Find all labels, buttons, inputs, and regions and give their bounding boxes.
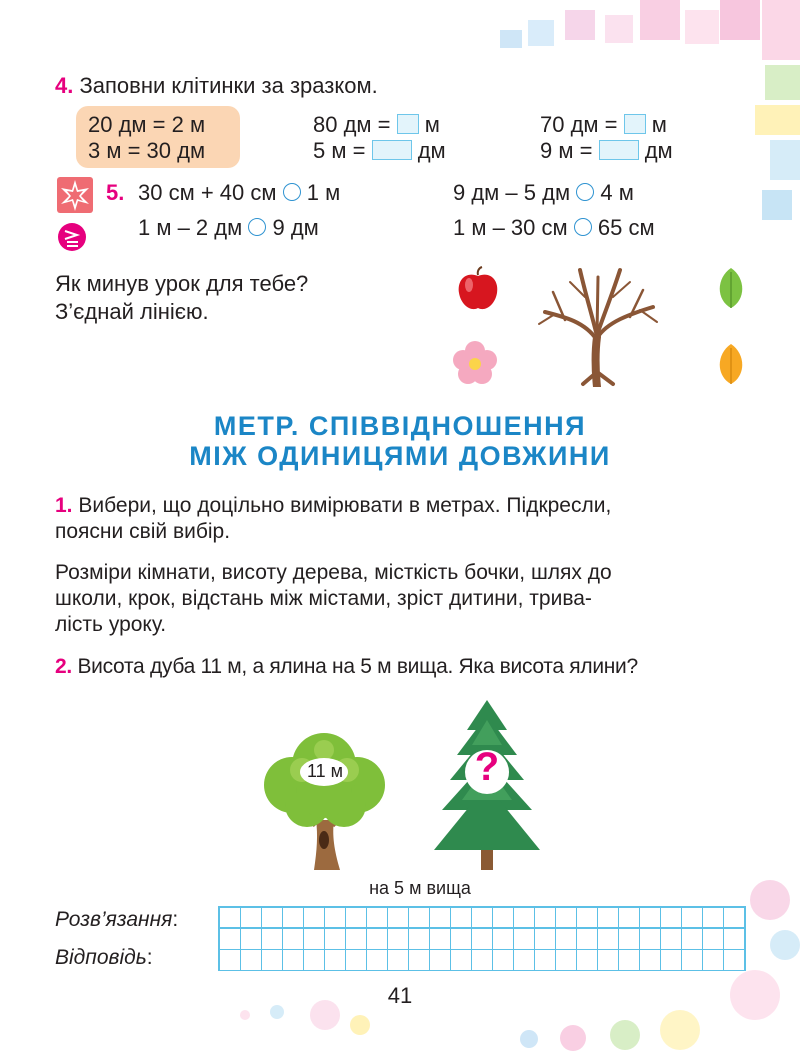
answer-cell[interactable]: [599, 140, 639, 160]
oak-tree-image: [262, 730, 387, 875]
task5-b-right: 4 м: [600, 180, 634, 205]
star-challenge-icon: [56, 176, 94, 214]
task4-heading: [55, 73, 378, 99]
task5-d-left: 1 м – 30 см: [453, 215, 568, 240]
compare-circle[interactable]: [574, 218, 592, 236]
ex2-question: [55, 654, 638, 680]
section-title-line-1: МЕТР. СПІВВІДНОШЕННЯ: [213, 411, 587, 441]
task4-c2a-unit: м: [424, 112, 440, 137]
task4-c3a-left: 70 дм =: [540, 112, 618, 137]
answer-label-text: Відповідь: [55, 946, 147, 969]
answer-grid[interactable]: [218, 927, 746, 971]
task4-number: 4.: [55, 73, 74, 98]
reflection-line-2: З’єднай лінією.: [55, 299, 209, 324]
ex1-options-line-2[interactable]: школи, крок, відстань між містами, зріст дитини, трива-: [55, 587, 592, 610]
task4-item-c2a: [313, 112, 440, 138]
task4-item-c3a: [540, 112, 667, 138]
task4-item-c3b: [540, 138, 673, 164]
height-difference-caption: на 5 м вища: [369, 878, 471, 898]
page-number: 41: [387, 983, 413, 1008]
bare-tree-icon: [535, 262, 660, 387]
sample-line-2: 3 м = 30 дм: [88, 138, 206, 163]
ex2-text: Висота дуба 11 м, а ялина на 5 м вища. Яка висота ялини?: [77, 655, 638, 678]
task5-b-left: 9 дм – 5 дм: [453, 180, 571, 205]
solution-grid[interactable]: [218, 906, 746, 929]
ex1-line-2: поясни свій вибір.: [55, 520, 231, 543]
task5-c-right: 9 дм: [272, 215, 319, 240]
solution-colon: :: [172, 908, 179, 931]
answer-cell[interactable]: [397, 114, 419, 134]
task5-d-right: 65 см: [597, 215, 655, 240]
section-title-line-2: МІЖ ОДИНИЦЯМИ ДОВЖИНИ: [189, 441, 611, 471]
task4-c3b-unit: дм: [644, 138, 673, 163]
reflection-line-1: Як минув урок для тебе?: [55, 271, 309, 296]
green-leaf-icon[interactable]: [716, 266, 746, 310]
task5-c-left: 1 м – 2 дм: [138, 215, 243, 240]
solution-label-text: Розв’язання: [55, 908, 173, 931]
task4-c2a-left: 80 дм =: [313, 112, 391, 137]
compare-sign-icon: [57, 222, 87, 252]
compare-circle[interactable]: [576, 183, 594, 201]
task4-item-c2b: [313, 138, 446, 164]
apple-icon[interactable]: [455, 265, 501, 313]
compare-circle[interactable]: [248, 218, 266, 236]
task4-c3b-left: 9 м =: [540, 138, 593, 163]
task4-c3a-unit: м: [651, 112, 667, 137]
decor-bubbles-bottom-center: [240, 1000, 400, 1040]
task4-c2b-left: 5 м =: [313, 138, 366, 163]
task5-a-left: 30 см + 40 см: [138, 180, 277, 205]
answer-colon: :: [146, 946, 153, 969]
answer-cell[interactable]: [624, 114, 646, 134]
task4-text: Заповни клітинки за зразком.: [79, 73, 378, 98]
ex1-question: [55, 493, 611, 519]
sample-line-1: 20 дм = 2 м: [88, 112, 206, 137]
ex1-line-1: Вибери, що доцільно вимірювати в метрах. Підкресли,: [78, 494, 612, 517]
ex1-number: 1.: [55, 494, 73, 517]
ex1-options-line-1[interactable]: Розміри кімнати, висоту дерева, місткість бочки, шлях до: [55, 561, 612, 584]
task5-a-right: 1 м: [306, 180, 341, 205]
oak-height-label: 11 м: [306, 761, 344, 781]
task5-item-a: [138, 180, 340, 206]
task5-number: 5.: [106, 180, 125, 205]
ex1-options-line-3[interactable]: лість уроку.: [55, 613, 167, 636]
answer-cell[interactable]: [372, 140, 412, 160]
task5-item-d: [453, 215, 655, 241]
flower-icon[interactable]: [452, 340, 498, 386]
compare-circle[interactable]: [283, 183, 301, 201]
answer-label: [55, 946, 153, 970]
yellow-leaf-icon[interactable]: [716, 342, 746, 386]
spruce-question-mark: ?: [474, 745, 500, 789]
task4-c2b-unit: дм: [417, 138, 446, 163]
task5-item-b: [453, 180, 634, 206]
task5-item-c: [138, 215, 319, 241]
ex2-number: 2.: [55, 655, 72, 678]
solution-label: [55, 908, 178, 932]
